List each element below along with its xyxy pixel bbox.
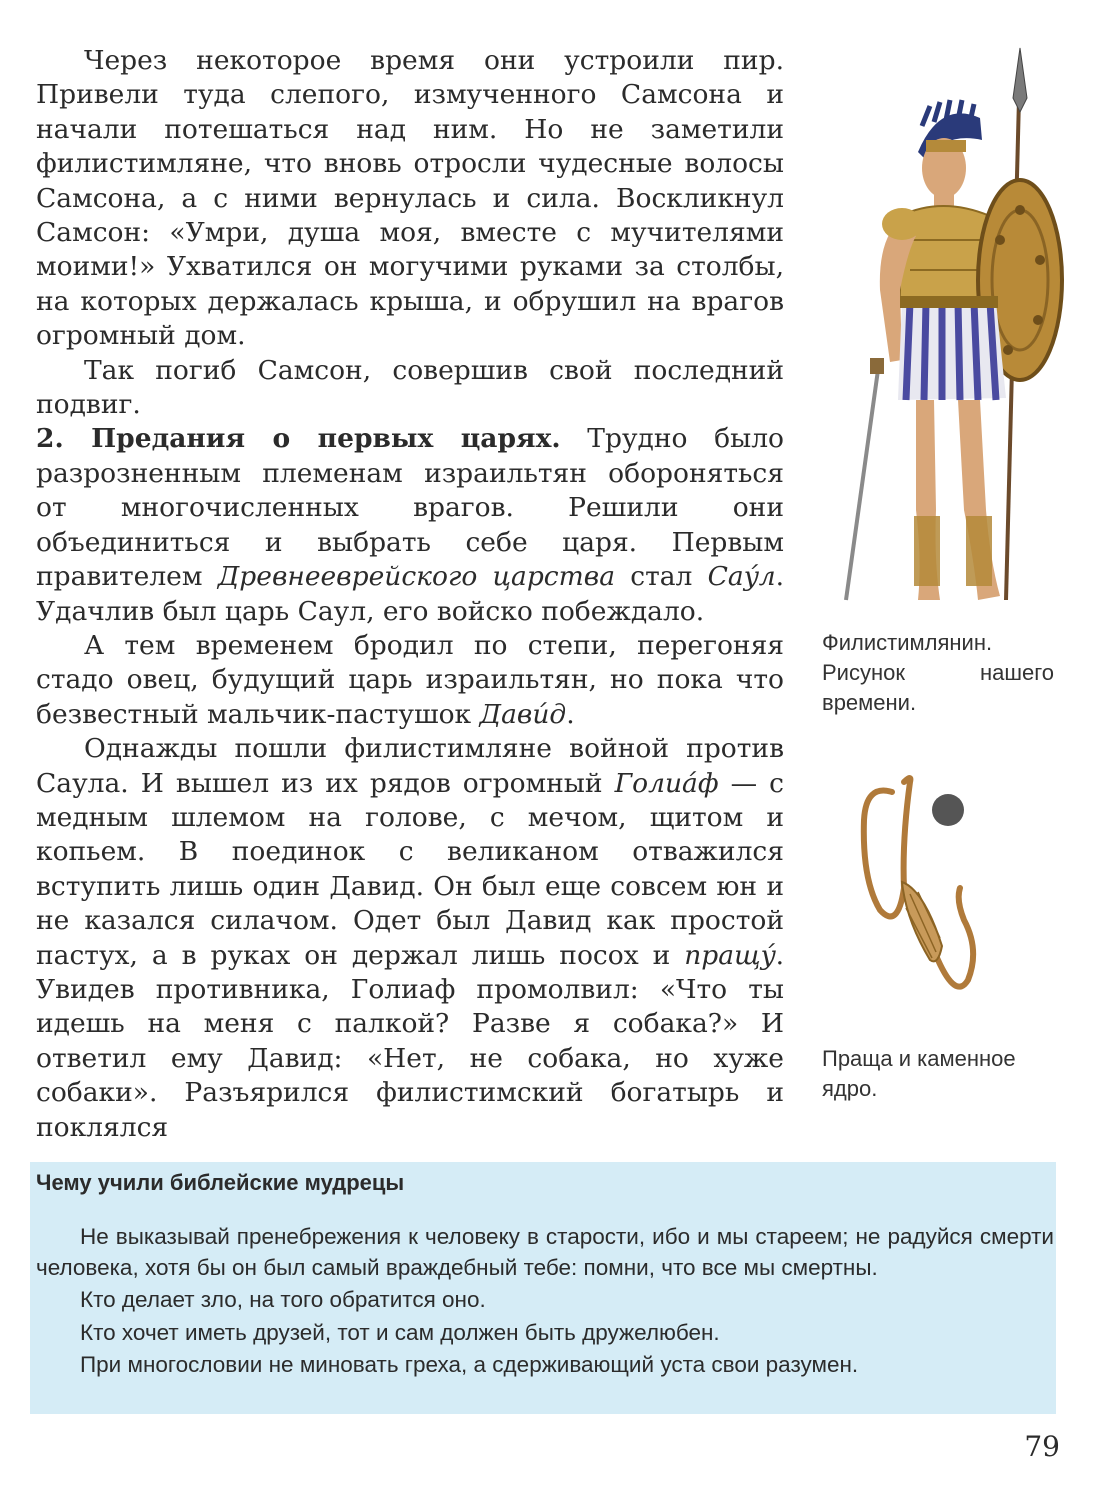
paragraph-david-shepherd: А тем временем бродил по степи, перегоняя стадо овец, будущий царь израильтян, но пока что безвестный мальчик-пастушок Давúд.	[36, 629, 784, 730]
term-sling: пращý	[684, 939, 776, 971]
paragraph-first-kings: 2. Предания о первых царях. Трудно было разрозненным племенам израильтян обороняться от многочисленных врагов. Решили они объединиться и выбрать себе царя. Первым правителем Древнееврейского царства стал Саýл. Удачлив был царь Саул, его войско побеждало.	[36, 423, 785, 627]
wisdom-line: При многословии не миновать греха, а сдерживающий уста свои разумен.	[80, 1352, 859, 1377]
paragraph-goliath: Однажды пошли филистимляне войной против Саула. И вышел из их рядов огромный Голиáф — с медным шлемом на голове, с мечом, щитом и копьем. В поединок с великаном отважился вступить лишь один Давид. Он был еще совсем юн и не казался силачом. Одет был Давид как простой пастух, а в руках он держал лишь посох и пращý. Увидев противника, Голиаф промолвил: «Что ты идешь на меня с палкой? Разве я собака?» И ответил ему Давид: «Нет, не собака, но хуже собаки». Разъярился филистимский богатырь и поклялся	[36, 733, 784, 1143]
wisdom-line: Не выказывай пренебрежения к человеку в старости, ибо и мы стареем; не радуйся смерти человека, хотя бы он был самый враждебный тебе: помни, что все мы смертны.	[36, 1224, 1054, 1280]
sling-illustration	[846, 770, 996, 1020]
term-goliath: Голиáф	[614, 767, 719, 799]
term-kingdom: Древнееврейского царства	[217, 561, 615, 593]
wisdom-line: Кто делает зло, на того обратится оно.	[80, 1287, 486, 1312]
paragraph-samson-death: Так погиб Самсон, совершив свой последний подвиг.	[36, 354, 784, 421]
wisdom-box-text	[36, 1222, 1054, 1383]
philistine-warrior-illustration	[830, 40, 1080, 610]
wisdom-box-title: Чему учили библейские мудрецы	[36, 1170, 405, 1195]
warrior-caption: Филистимлянин. Рисунок нашего времени.	[822, 630, 1054, 715]
term-david: Давúд	[479, 698, 567, 730]
wisdom-line: Кто хочет иметь друзей, тот и сам должен быть дружелюбен.	[80, 1319, 720, 1345]
main-text	[36, 44, 784, 1145]
section-heading: 2. Предания о первых царях.	[36, 423, 561, 455]
paragraph-samson-feast: Через некоторое время они устроили пир. Привели туда слепого, измученного Самсона и начали потешаться над ним. Но не заметили филистимляне, что вновь отросли чудесные волосы Самсона, а с ними вернулась и сила. Воскликнул Самсон: «Умри, душа моя, вместе с мучителями моими!» Ухватился он могучими руками за столбы, на которых держалась крыша, и обрушил на врагов огромный дом.	[36, 45, 784, 352]
sling-caption: Праща и каменное ядро.	[822, 1046, 1016, 1101]
term-saul: Саýл	[707, 561, 776, 593]
page-number: 79	[1024, 1430, 1060, 1463]
